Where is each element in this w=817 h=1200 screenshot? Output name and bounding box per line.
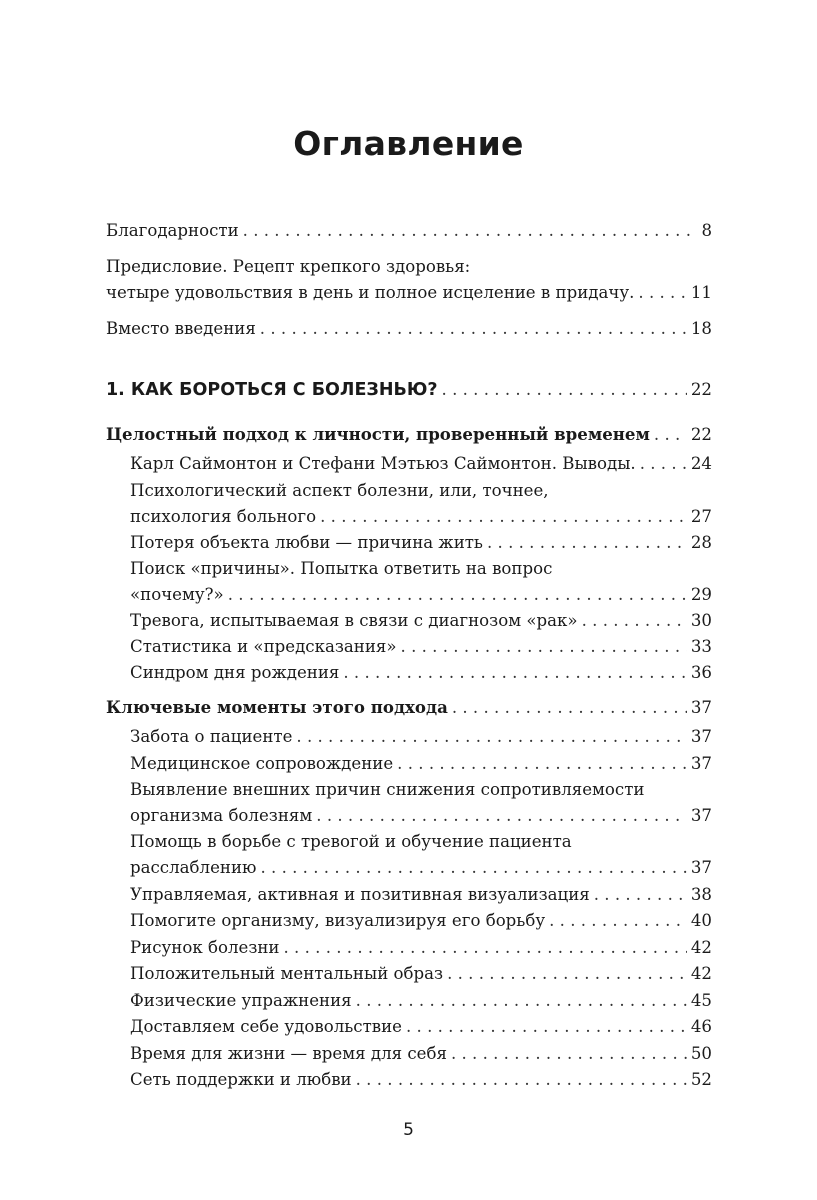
toc-leader-dots xyxy=(228,582,687,608)
toc-leader-dots xyxy=(447,961,687,987)
toc-entry[interactable] xyxy=(130,961,712,987)
toc-leader-dots xyxy=(316,803,687,829)
toc-leader-dots xyxy=(397,751,687,777)
toc-entry-title: Рисунок болезни xyxy=(130,938,280,957)
toc-entry-title: четыре удовольствия в день и полное исцеление в придачу. xyxy=(106,283,635,302)
toc-entry-page: 36 xyxy=(690,663,712,682)
toc-leader-dots xyxy=(654,422,687,448)
toc-entry[interactable] xyxy=(106,218,712,244)
toc-entry-line1: Предисловие. Рецепт крепкого здоровья: xyxy=(106,257,471,276)
toc-entry[interactable] xyxy=(130,504,712,530)
toc-entry-line1: Психологический аспект болезни, или, точнее, xyxy=(130,481,549,500)
toc-leader-dots xyxy=(320,504,687,530)
toc-leader-dots xyxy=(442,377,687,403)
toc-entry-page: 52 xyxy=(690,1070,712,1089)
toc-entry-page: 42 xyxy=(690,964,712,983)
toc-entry-page: 22 xyxy=(690,425,712,444)
toc-section-entry[interactable] xyxy=(106,421,712,447)
toc-leader-dots xyxy=(260,855,686,881)
page-number: 5 xyxy=(403,1120,414,1140)
toc-leader-dots xyxy=(638,280,686,306)
toc-leader-dots xyxy=(582,608,687,634)
toc-leader-dots xyxy=(452,695,687,721)
toc-entry-title: Потеря объекта любви — причина жить xyxy=(130,533,483,552)
toc-entry-title: «почему?» xyxy=(130,585,224,604)
toc-leader-dots xyxy=(406,1014,687,1040)
toc-leader-dots xyxy=(296,724,686,750)
toc-entry-line1: Выявление внешних причин снижения сопротивляемости xyxy=(130,780,645,799)
toc-entry-page: 29 xyxy=(690,585,712,604)
toc-entry[interactable] xyxy=(130,935,712,961)
toc-entry[interactable] xyxy=(130,751,712,777)
toc-leader-dots xyxy=(356,1067,687,1093)
toc-entry-page: 30 xyxy=(690,611,712,630)
toc-entry-title: Тревога, испытываемая в связи с диагнозом «рак» xyxy=(130,611,578,630)
toc-entry-title: Положительный ментальный образ xyxy=(130,964,444,983)
toc-entry[interactable] xyxy=(130,882,712,908)
toc-entry[interactable] xyxy=(130,1014,712,1040)
toc-entry-page: 46 xyxy=(690,1017,712,1036)
toc-leader-dots xyxy=(594,882,687,908)
toc-entry-page: 50 xyxy=(690,1044,712,1063)
toc-entry[interactable] xyxy=(130,908,712,934)
toc-entry[interactable] xyxy=(106,316,712,342)
toc-entry-title: Физические упражнения xyxy=(130,991,352,1010)
toc-entry-title: Помогите организму, визуализируя его борьбу xyxy=(130,911,546,930)
toc-entry-page: 8 xyxy=(701,221,712,240)
toc-entry[interactable] xyxy=(130,855,712,881)
toc-entry-line1: Помощь в борьбе с тревогой и обучение пациента xyxy=(130,832,572,851)
toc-leader-dots xyxy=(451,1041,687,1067)
toc-entry[interactable] xyxy=(130,608,712,634)
toc-entry-page: 27 xyxy=(690,507,712,526)
toc-entry[interactable] xyxy=(130,634,712,660)
toc-leader-dots xyxy=(284,935,687,961)
toc-chapter-title: 1. КАК БОРОТЬСЯ С БОЛЕЗНЬЮ? xyxy=(106,380,438,400)
toc-entry-line1: Поиск «причины». Попытка ответить на вопрос xyxy=(130,559,553,578)
toc-entry-title: организма болезням xyxy=(130,806,313,825)
toc-entry-title: Забота о пациенте xyxy=(130,727,293,746)
toc-leader-dots xyxy=(243,218,698,244)
toc-entry-page: 45 xyxy=(690,991,712,1010)
toc-entry[interactable] xyxy=(130,724,712,750)
toc-section-entry[interactable] xyxy=(106,694,712,720)
toc-leader-dots xyxy=(356,988,687,1014)
toc-entry-title: Благодарности xyxy=(106,221,239,240)
toc-entry-title: Статистика и «предсказания» xyxy=(130,637,397,656)
toc-entry[interactable] xyxy=(130,1067,712,1093)
toc-entry[interactable] xyxy=(106,280,712,306)
toc-entry-page: 42 xyxy=(690,938,712,957)
toc-leader-dots xyxy=(640,451,687,477)
toc-entry-page: 37 xyxy=(690,858,712,877)
toc-entry[interactable] xyxy=(130,530,712,556)
toc-section-title: Целостный подход к личности, проверенный временем xyxy=(106,424,650,444)
toc-entry-title: Медицинское сопровождение xyxy=(130,754,394,773)
toc-entry-page: 37 xyxy=(690,727,712,746)
toc-entry-title: Карл Саймонтон и Стефани Мэтьюз Саймонтон. Выводы. xyxy=(130,454,636,473)
toc-entry-page: 11 xyxy=(690,283,712,302)
toc-entry-title: Синдром дня рождения xyxy=(130,663,340,682)
toc-entry-title: Доставляем себе удовольствие xyxy=(130,1017,402,1036)
toc-entry-page: 38 xyxy=(690,885,712,904)
toc-entry-title: расслаблению xyxy=(130,858,257,877)
toc-leader-dots xyxy=(487,530,687,556)
toc-entry[interactable] xyxy=(130,803,712,829)
toc-entry-page: 37 xyxy=(690,754,712,773)
toc-leader-dots xyxy=(401,634,687,660)
toc-entry-page: 40 xyxy=(690,911,712,930)
toc-section-title: Ключевые моменты этого подхода xyxy=(106,697,448,717)
toc-entry-page: 22 xyxy=(690,380,712,399)
toc-entry[interactable] xyxy=(130,660,712,686)
toc-entry[interactable] xyxy=(130,451,712,477)
toc-leader-dots xyxy=(549,908,687,934)
toc-entry-title: Вместо введения xyxy=(106,319,256,338)
toc-leader-dots xyxy=(260,316,687,342)
page-title: Оглавление xyxy=(293,124,524,163)
toc-entry-title: психология больного xyxy=(130,507,317,526)
toc-entry-title: Управляемая, активная и позитивная визуализация xyxy=(130,885,590,904)
toc-entry-page: 37 xyxy=(690,806,712,825)
toc-entry-title: Время для жизни — время для себя xyxy=(130,1044,447,1063)
toc-entry[interactable] xyxy=(130,988,712,1014)
toc-entry-page: 24 xyxy=(690,454,712,473)
toc-chapter-entry[interactable] xyxy=(106,377,712,403)
toc-entry[interactable] xyxy=(130,1041,712,1067)
toc-entry-page: 28 xyxy=(690,533,712,552)
toc-entry-page: 18 xyxy=(690,319,712,338)
toc-entry-title: Сеть поддержки и любви xyxy=(130,1070,352,1089)
toc-entry[interactable] xyxy=(130,582,712,608)
toc-entry-page: 33 xyxy=(690,637,712,656)
toc-entry-page: 37 xyxy=(690,698,712,717)
toc-leader-dots xyxy=(343,660,687,686)
